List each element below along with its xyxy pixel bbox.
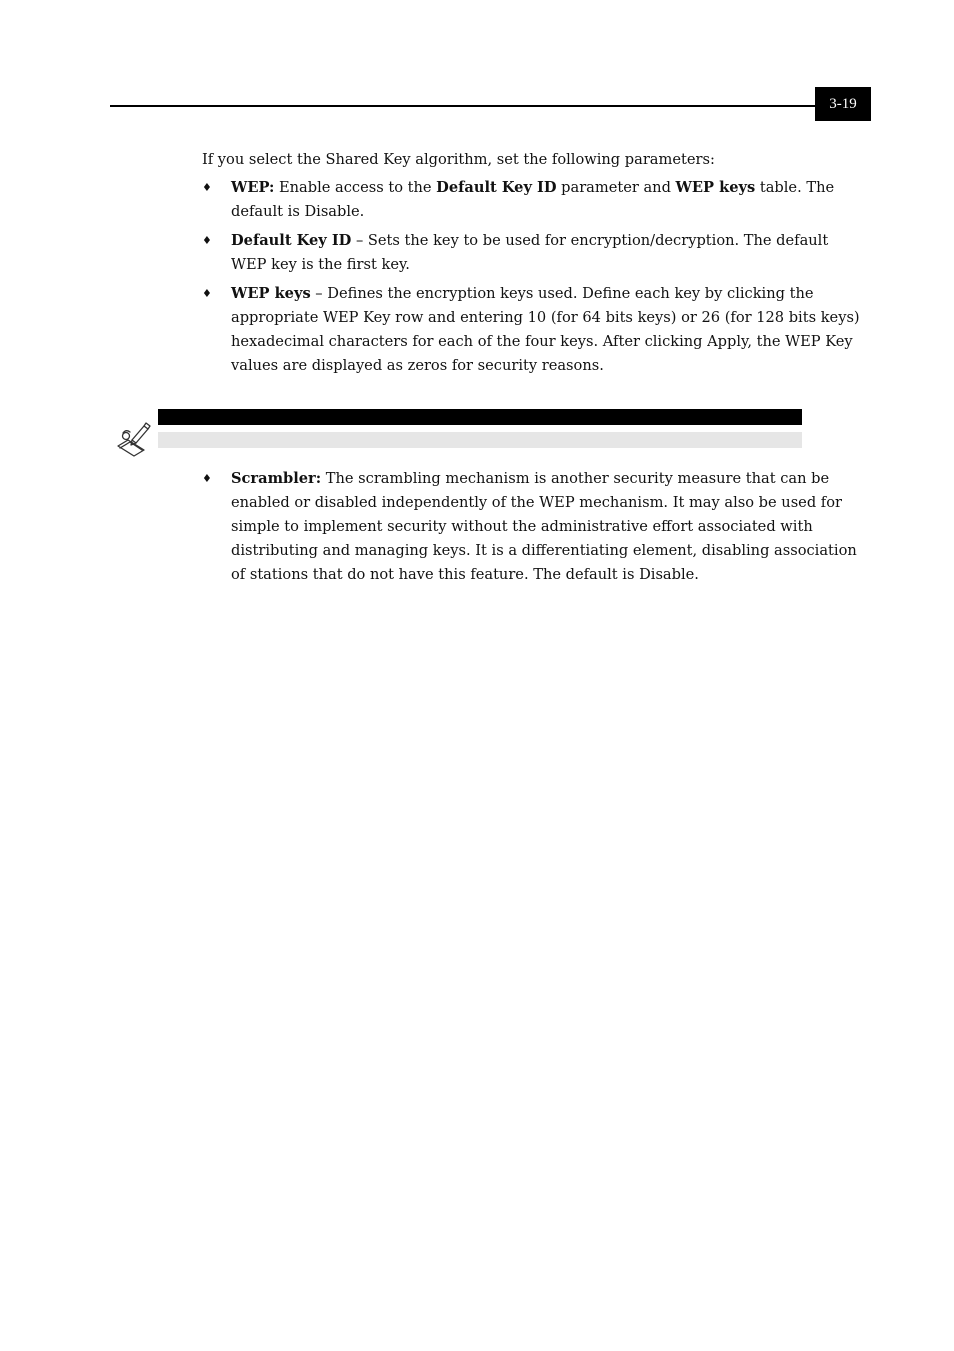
note-pencil-icon <box>114 420 154 460</box>
list-item-scrambler <box>202 467 862 587</box>
text-run: table. The default is Disable. <box>231 179 835 220</box>
term-scrambler: Scrambler: <box>231 470 322 487</box>
list-item-wep <box>202 176 862 224</box>
term-default-key-id: Default Key ID <box>231 232 352 249</box>
header-rule <box>110 105 815 107</box>
bullet-icon: ♦ <box>202 234 212 247</box>
item-text <box>231 232 828 273</box>
item-text <box>231 470 857 583</box>
list-item-default-key-id <box>202 229 862 277</box>
note-bar-header <box>158 409 802 425</box>
page-number: 3-19 <box>815 87 871 121</box>
item-text <box>231 179 834 220</box>
term-default-key-id: Default Key ID <box>436 179 557 196</box>
term-wep: WEP: <box>231 179 275 196</box>
text-run: – Sets the key to be used for encryption/decryption. The default WEP key is the first key. <box>231 232 829 273</box>
text-run: parameter and <box>556 179 676 196</box>
text-run: – Defines the encryption keys used. Define each key by clicking the appropriate WEP Key row and entering 10 (for 64 bits keys) or 26 (for 128 bits keys) hexadecimal characters for each of the four keys. After clicking Apply, the WEP Key values are displayed as zeros for security reasons. <box>231 285 860 374</box>
note-bar-body <box>158 432 802 448</box>
term-wep-keys: WEP keys <box>231 285 311 302</box>
bullet-icon: ♦ <box>202 472 212 485</box>
text-run: The scrambling mechanism is another security measure that can be enabled or disabled independently of the WEP mechanism. It may also be used for simple to implement security without the administrative effort associated with distributing and managing keys. It is a differentiating element, disabling association of stations that do not have this feature. The default is Disable. <box>231 470 857 583</box>
intro-paragraph: If you select the Shared Key algorithm, set the following parameters: <box>202 151 715 168</box>
text-run: Enable access to the <box>274 179 437 196</box>
term-wep-keys: WEP keys <box>675 179 756 196</box>
bullet-icon: ♦ <box>202 181 212 194</box>
parameter-list-2 <box>202 467 862 592</box>
item-text <box>231 285 860 374</box>
bullet-icon: ♦ <box>202 287 212 300</box>
parameter-list <box>202 176 862 383</box>
list-item-wep-keys <box>202 282 862 378</box>
